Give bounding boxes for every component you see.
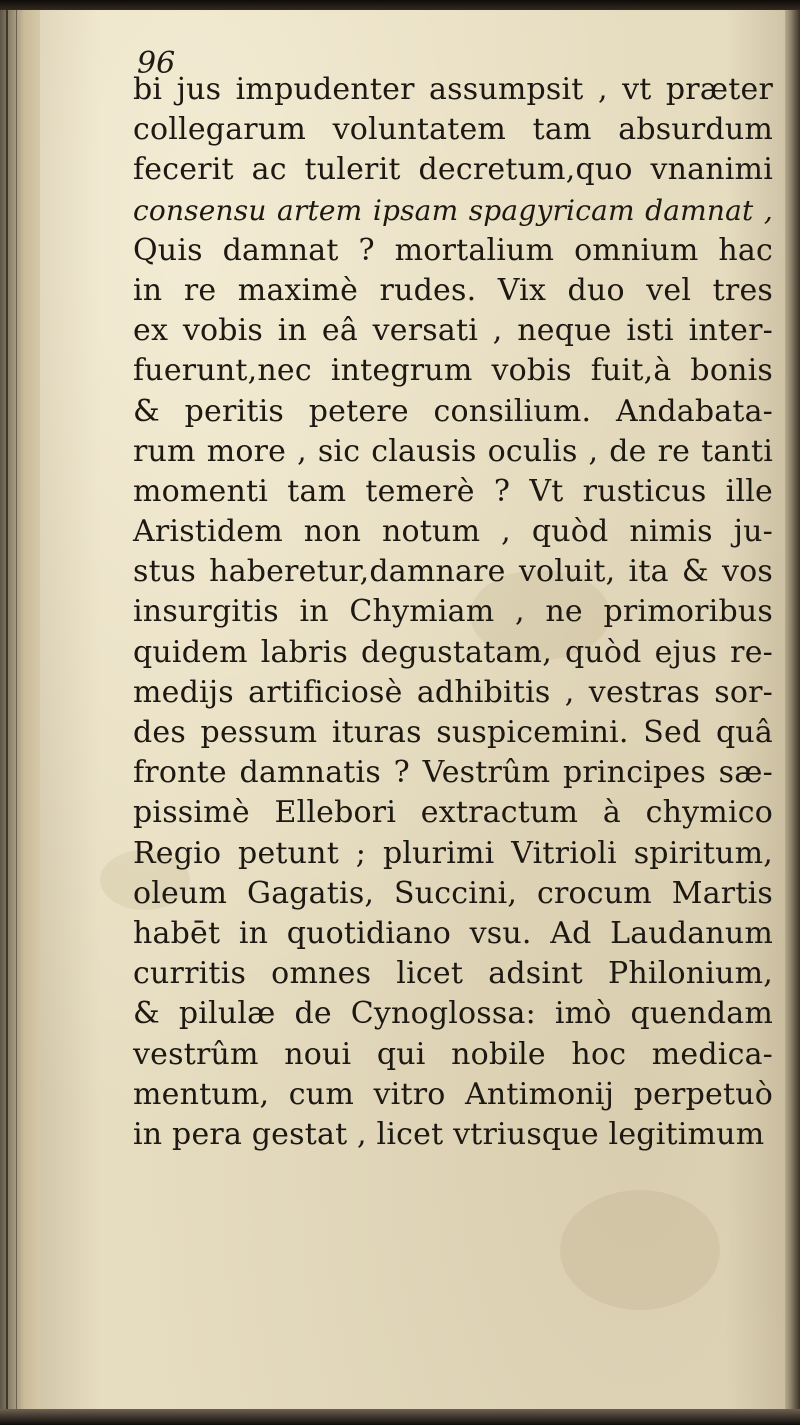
text-line: fronte damnatis ? Vestrûm principes sæ- [133,755,773,791]
text-line: momenti tam temerè ? Vt rusticus ille [133,473,773,509]
text-line: vestrûm noui qui nobile hoc medica- [133,1036,773,1072]
text-line: in pera gestat , licet vtriusque legitimum [133,1116,765,1152]
text-line: habēt in quotidiano vsu. Ad Laudanum [133,915,773,951]
book-page [40,10,785,1410]
text-line: fecerit ac tulerit decretum,quo vnanimi [133,152,773,188]
text-line: medijs artificiosè adhibitis , vestras sor- [133,674,773,710]
text-line: bi jus impudenter assumpsit , vt præter [133,72,773,107]
page-number: 96 [137,46,176,81]
text-line: & pilulæ de Cynoglossa: imò quendam [133,996,773,1032]
text-line: stus haberetur,damnare voluit, ita & vos [133,554,773,590]
text-line: des pessum ituras suspicemini. Sed quâ [133,715,773,750]
text-line: Quis damnat ? mortalium omnium hac [133,232,773,268]
text-line: quidem labris degustatam, quòd ejus re- [133,634,773,670]
book-binding [0,10,44,1410]
text-line: Aristidem non notum , quòd nimis ju- [133,514,773,550]
text-line: Regio petunt ; plurimi Vitrioli spiritum, [133,835,773,871]
text-line: curritis omnes licet adsint Philonium, [133,956,773,992]
text-line: insurgitis in Chymiam , ne primoribus [133,594,773,630]
text-line: & peritis petere consilium. Andabata- [133,393,773,429]
text-line: pissimè Ellebori extractum à chymico [133,795,773,831]
bottom-edge [0,1409,800,1425]
text-line: ex vobis in eâ versati , neque isti inter- [133,313,773,349]
text-line: rum more , sic clausis oculis , de re tanti [133,433,773,469]
body-text [133,70,773,1155]
text-line: fuerunt,nec integrum vobis fuit,à bonis [133,353,773,389]
text-line: consensu artem ipsam spagyricam damnat , [133,193,773,227]
text-line: collegarum voluntatem tam absurdum [133,112,773,148]
text-line: mentum, cum vitro Antimonij perpetuò [133,1076,773,1112]
paper-stain [560,1190,720,1310]
text-line: oleum Gagatis, Succini, crocum Martis [133,875,773,911]
text-line: in re maximè rudes. Vix duo vel tres [133,272,773,308]
